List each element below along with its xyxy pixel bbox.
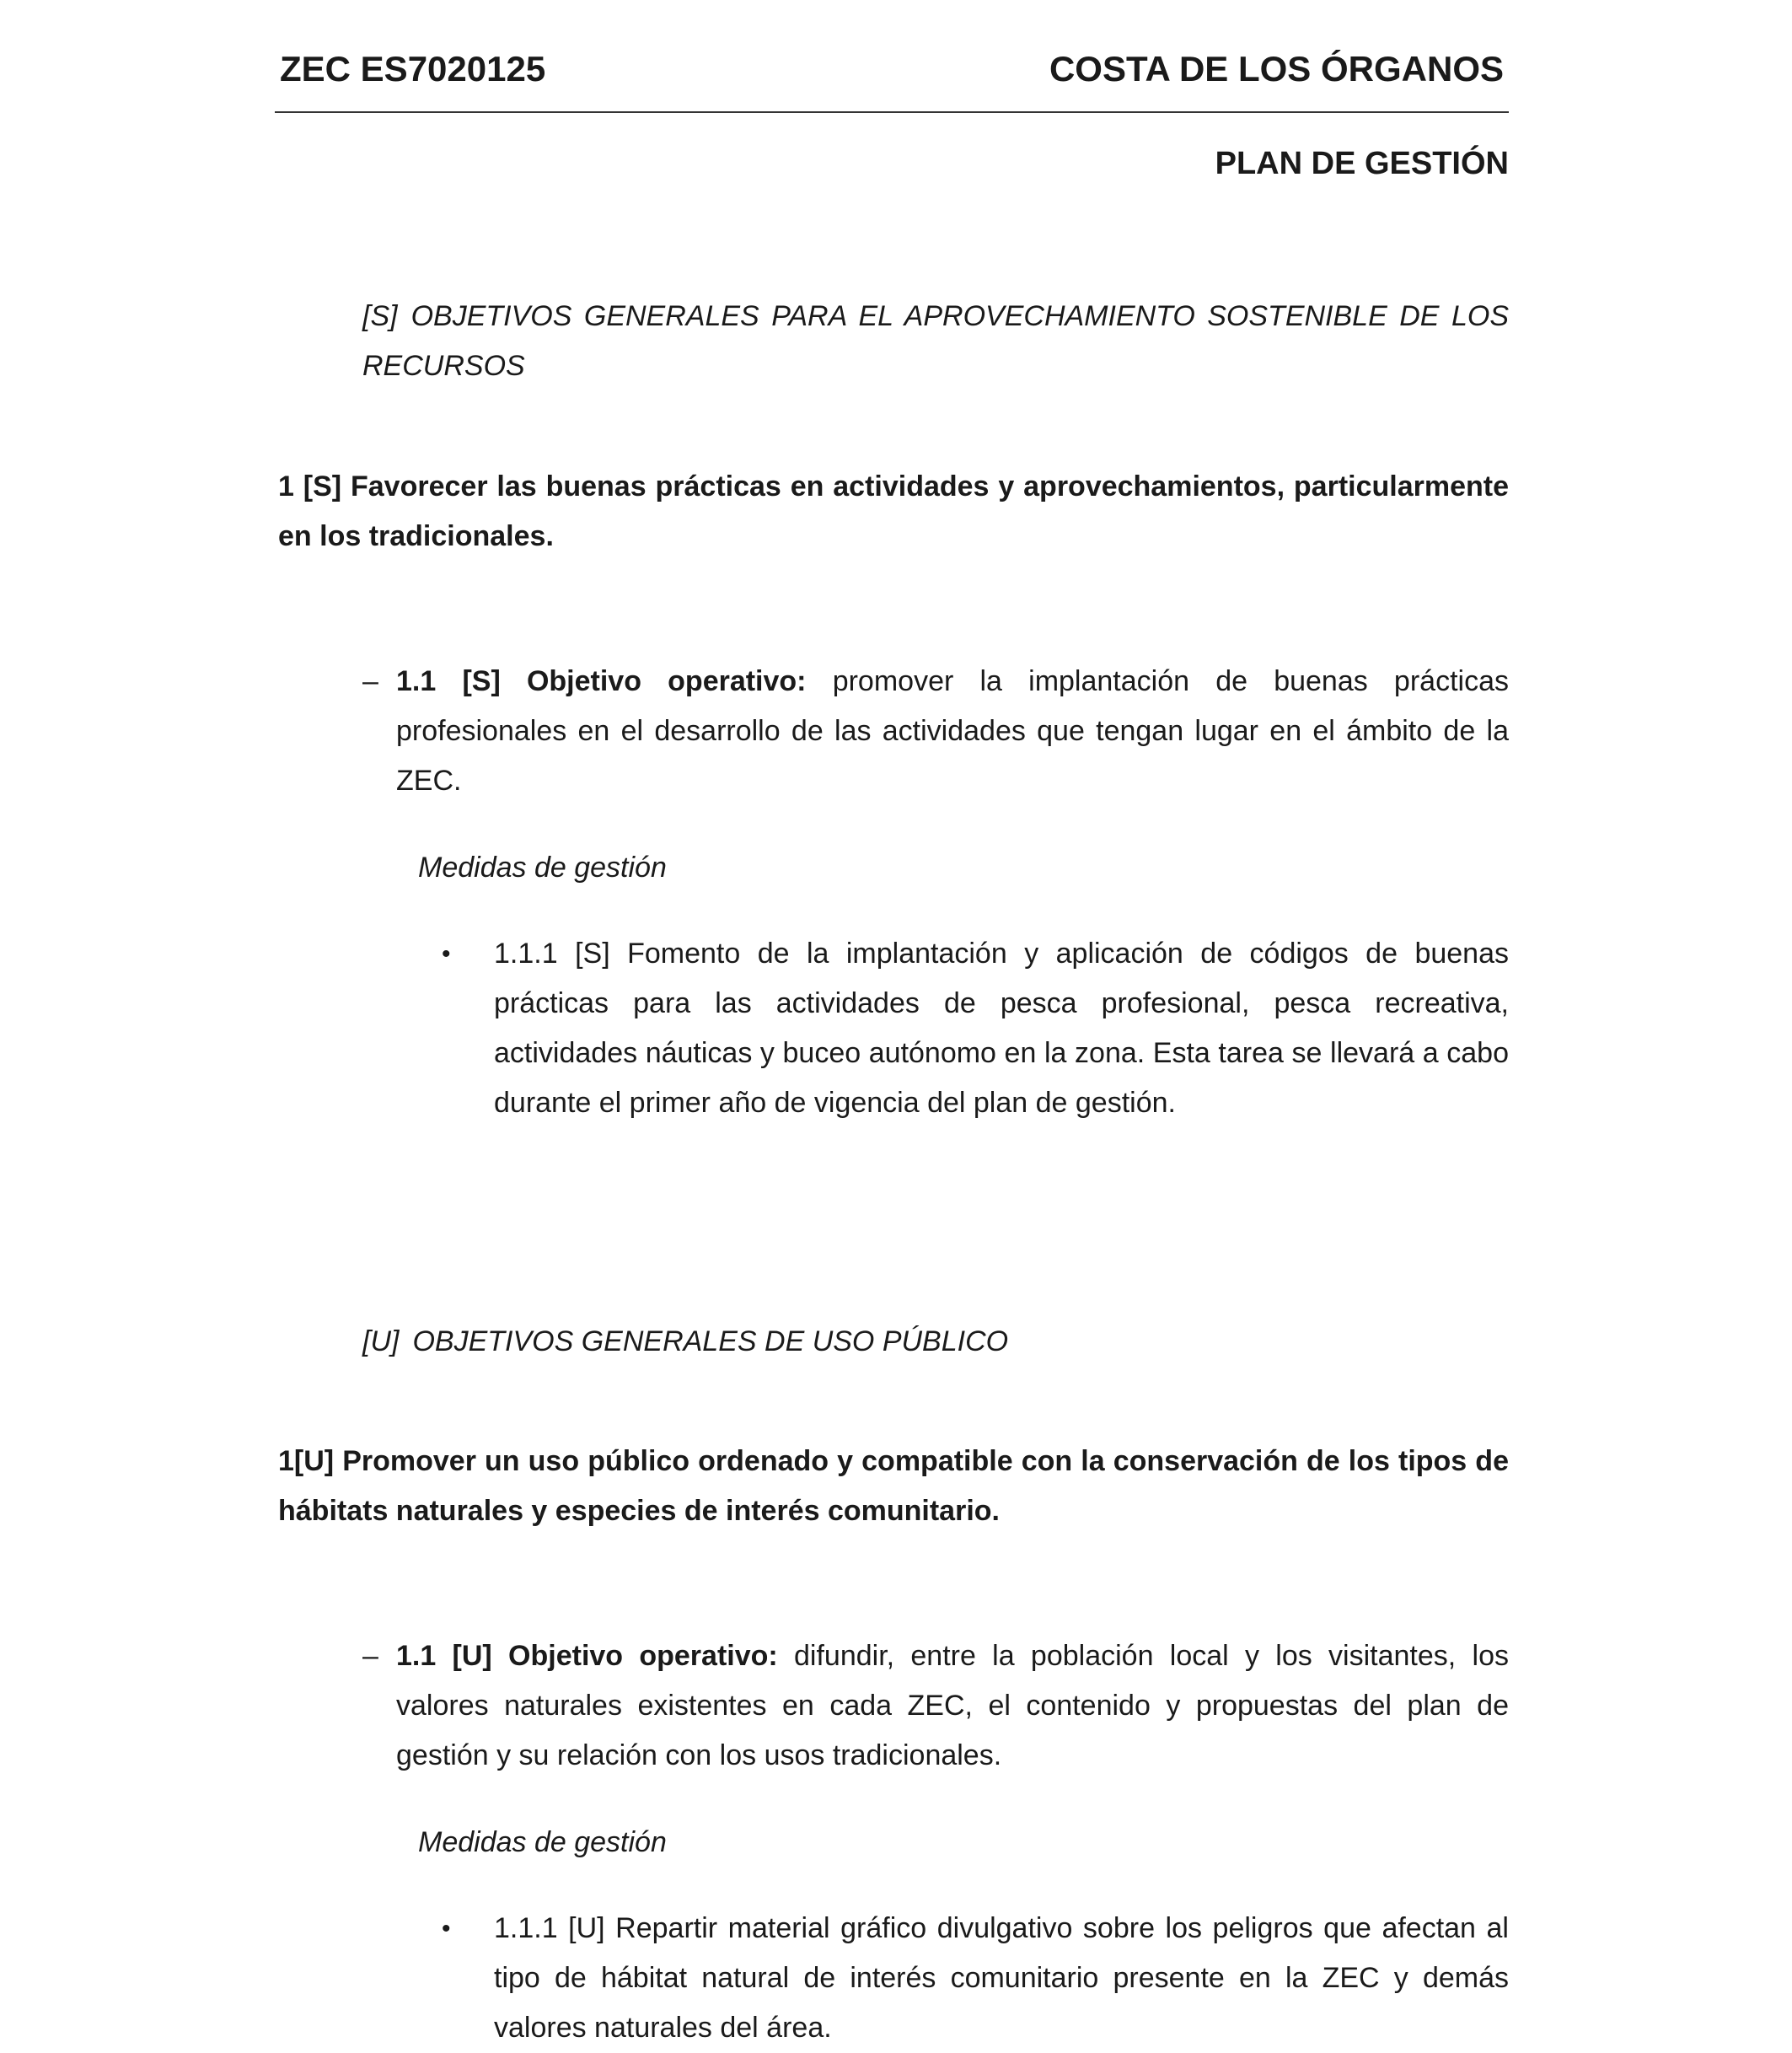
operational-objective-s — [362, 657, 1509, 806]
header-site-code: ZEC ES7020125 — [280, 49, 546, 89]
operational-objective-text: difundir, entre la población local y los visitantes, los valores naturales existentes en cada ZEC, el contenido y propuestas del plan de gestión y su relación con los usos tradicionales. — [396, 1640, 1509, 1771]
measure-text: 1.1.1 [S] Fomento de la implantación y aplicación de códigos de buenas prácticas para las actividades de pesca profesional, pesca recreativa, actividades náuticas y buceo autónomo en la zona. Esta tarea se llevará a cabo durante el primer año de vigencia del plan de gestión. — [494, 938, 1509, 1119]
operational-objective-lead: 1.1 [S] Objetivo operativo: — [396, 665, 807, 697]
measure-item-s — [438, 929, 1509, 1128]
page-header — [275, 44, 1509, 113]
section-tag: [U] — [362, 1325, 400, 1357]
section-heading-s — [362, 292, 1509, 391]
measure-text: 1.1.1 [U] Repartir material gráfico divulgativo sobre los peligros que afectan al tipo de hábitat natural de interés comunitario presente en la ZEC y demás valores naturales del área. — [494, 1912, 1509, 2044]
bullet-marker: • — [442, 940, 451, 968]
document-subtitle: PLAN DE GESTIÓN — [1215, 146, 1509, 181]
header-site-name: COSTA DE LOS ÓRGANOS — [1049, 49, 1504, 89]
dash-marker: – — [362, 1640, 378, 1672]
bullet-marker: • — [442, 1915, 451, 1943]
section-heading-u — [362, 1317, 1509, 1367]
section-tag: [S] — [362, 300, 398, 332]
operational-objective-body — [396, 657, 1509, 806]
operational-objective-text: promover la implantación de buenas prácticas profesionales en el desarrollo de las actividades que tengan lugar en el ámbito de la ZEC. — [396, 665, 1509, 797]
measures-title-s: Medidas de gestión — [418, 852, 667, 884]
dash-marker: – — [362, 665, 378, 697]
measure-item-u — [438, 1904, 1509, 2053]
general-objective-s: 1 [S] Favorecer las buenas prácticas en actividades y aprovechamientos, particularmente en los tradicionales. — [278, 470, 1509, 552]
operational-objective-u — [362, 1631, 1509, 1781]
section-heading-text: OBJETIVOS GENERALES DE USO PÚBLICO — [412, 1325, 1009, 1357]
measures-title-u: Medidas de gestión — [418, 1826, 667, 1858]
operational-objective-lead: 1.1 [U] Objetivo operativo: — [396, 1640, 778, 1672]
general-objective-u: 1[U] Promover un uso público ordenado y compatible con la conservación de los tipos de hábitats naturales y especies de interés comunitario. — [278, 1445, 1509, 1527]
operational-objective-body — [396, 1631, 1509, 1781]
section-heading-text: OBJETIVOS GENERALES PARA EL APROVECHAMIENTO SOSTENIBLE DE LOS RECURSOS — [362, 300, 1509, 382]
